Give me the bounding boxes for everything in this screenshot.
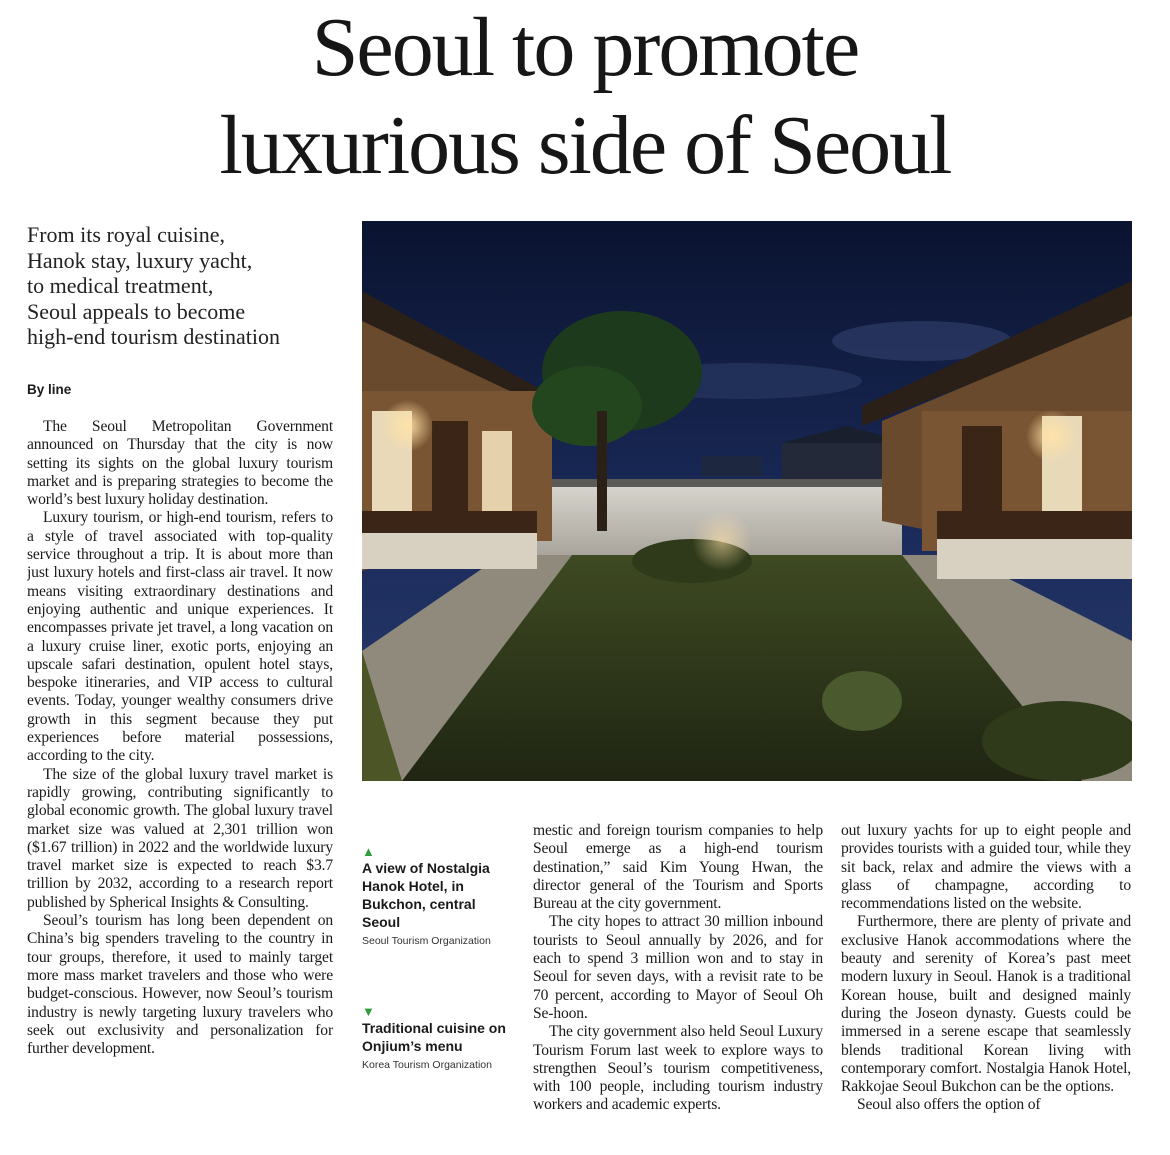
- article-paragraph: The city hopes to attract 30 million inbound tourists to Seoul annually by 2026, and for each to spend 3 million won and to stay in Seoul for seven days, with a revisit rate to be 70 percent, according to Mayor of Seoul Oh Se-hoon.: [533, 913, 823, 1022]
- photo-credit: Seoul Tourism Organization: [362, 935, 491, 947]
- headline-line-1: Seoul to promote: [311, 1, 859, 94]
- hanok-hotel-photo: [362, 221, 1132, 781]
- byline: By line: [27, 382, 72, 397]
- arrow-down-icon: ▼: [362, 1004, 375, 1019]
- article-paragraph: out luxury yachts for up to eight people and provides tourists with a guided tour, while they sit back, relax and admire the views with a glass of champagne, according to recommendations listed on the website.: [841, 822, 1131, 913]
- article-paragraph: Furthermore, there are plenty of private and exclusive Hanok accommodations where the beauty and serenity of Korea’s past meet modern luxury in Seoul. Hanok is a traditional Korean house, built and designed mainly during the Joseon dynasty. Guests could be immersed in a serene escape that seamlessly blends traditional Korean living with contemporary comfort. Nostalgia Hanok Hotel, Rakkojae Seoul Bukchon can be the options.: [841, 913, 1131, 1096]
- deck-line: Seoul appeals to become: [27, 298, 246, 324]
- photo-credit: Korea Tourism Organization: [362, 1059, 492, 1071]
- deck-line: to medical treatment,: [27, 273, 214, 298]
- deck-line: Hanok stay, luxury yacht,: [27, 247, 253, 273]
- caption-text: A view of Nostalgia Hanok Hotel, in Bukchon, central Seoul: [362, 860, 490, 930]
- photo-caption: [362, 845, 512, 948]
- article-paragraph: The Seoul Metropolitan Government announced on Thursday that the city is now setting its sights on the global luxury tourism market and is preparing strategies to become the world’s best luxury holiday destination.: [27, 418, 333, 509]
- article-column-1: [27, 418, 333, 1155]
- article-paragraph: mestic and foreign tourism companies to help Seoul emerge as a high-end tourism destination,” said Kim Young Hwan, the director general of the Tourism and Sports Bureau at the city government.: [533, 822, 823, 913]
- photo-caption: [362, 1005, 512, 1072]
- article-column-4: [841, 822, 1131, 1155]
- deck-line: high-end tourism destination: [27, 324, 280, 349]
- deck-line: From its royal cuisine,: [27, 222, 225, 247]
- article-column-3: [533, 822, 823, 1155]
- article-paragraph: The city government also held Seoul Luxury Tourism Forum last week to explore ways to strengthen Seoul’s tourism competitiveness, with 100 people, including tourism industry workers and academic experts.: [533, 1023, 823, 1114]
- article-paragraph: Luxury tourism, or high-end tourism, refers to a style of travel associated with top-quality service throughout a trip. It is about more than just luxury hotels and first-class air travel. It now means visiting extraordinary destinations and enjoying authentic and unique experiences. It encompasses private jet travel, a long vacation on a luxury cruise liner, exotic ports, enjoying an upscale safari destination, opulent hotel stays, bespoke itineraries, and VIP access to cultural events. Today, younger wealthy consumers drive growth in this segment because they put experiences before material possessions, according to the city.: [27, 509, 333, 765]
- caption-text: Traditional cuisine on Onjium’s menu: [362, 1020, 506, 1054]
- headline-line-2: luxurious side of Seoul: [219, 99, 951, 192]
- deck-subheadline: [27, 222, 347, 350]
- article-paragraph: Seoul’s tourism has long been dependent on China’s big spenders traveling to the country in tour groups, therefore, it used to mainly target more mass market travelers and those who were budget-conscious. However, now Seoul’s tourism industry is newly targeting luxury travelers who seek out exclusivity and personalization for further development.: [27, 912, 333, 1058]
- arrow-up-icon: ▲: [362, 844, 375, 859]
- article-paragraph: Seoul also offers the option of: [857, 1096, 1041, 1114]
- article-paragraph: The size of the global luxury travel market is rapidly growing, contributing significantly to global economic growth. The global luxury travel market size was valued at 2,301 trillion won ($1.67 trillion) in 2022 and the worldwide luxury travel market size is expected to reach $3.7 trillion by 2032, according to a research report published by Spherical Insights & Consulting.: [27, 765, 333, 911]
